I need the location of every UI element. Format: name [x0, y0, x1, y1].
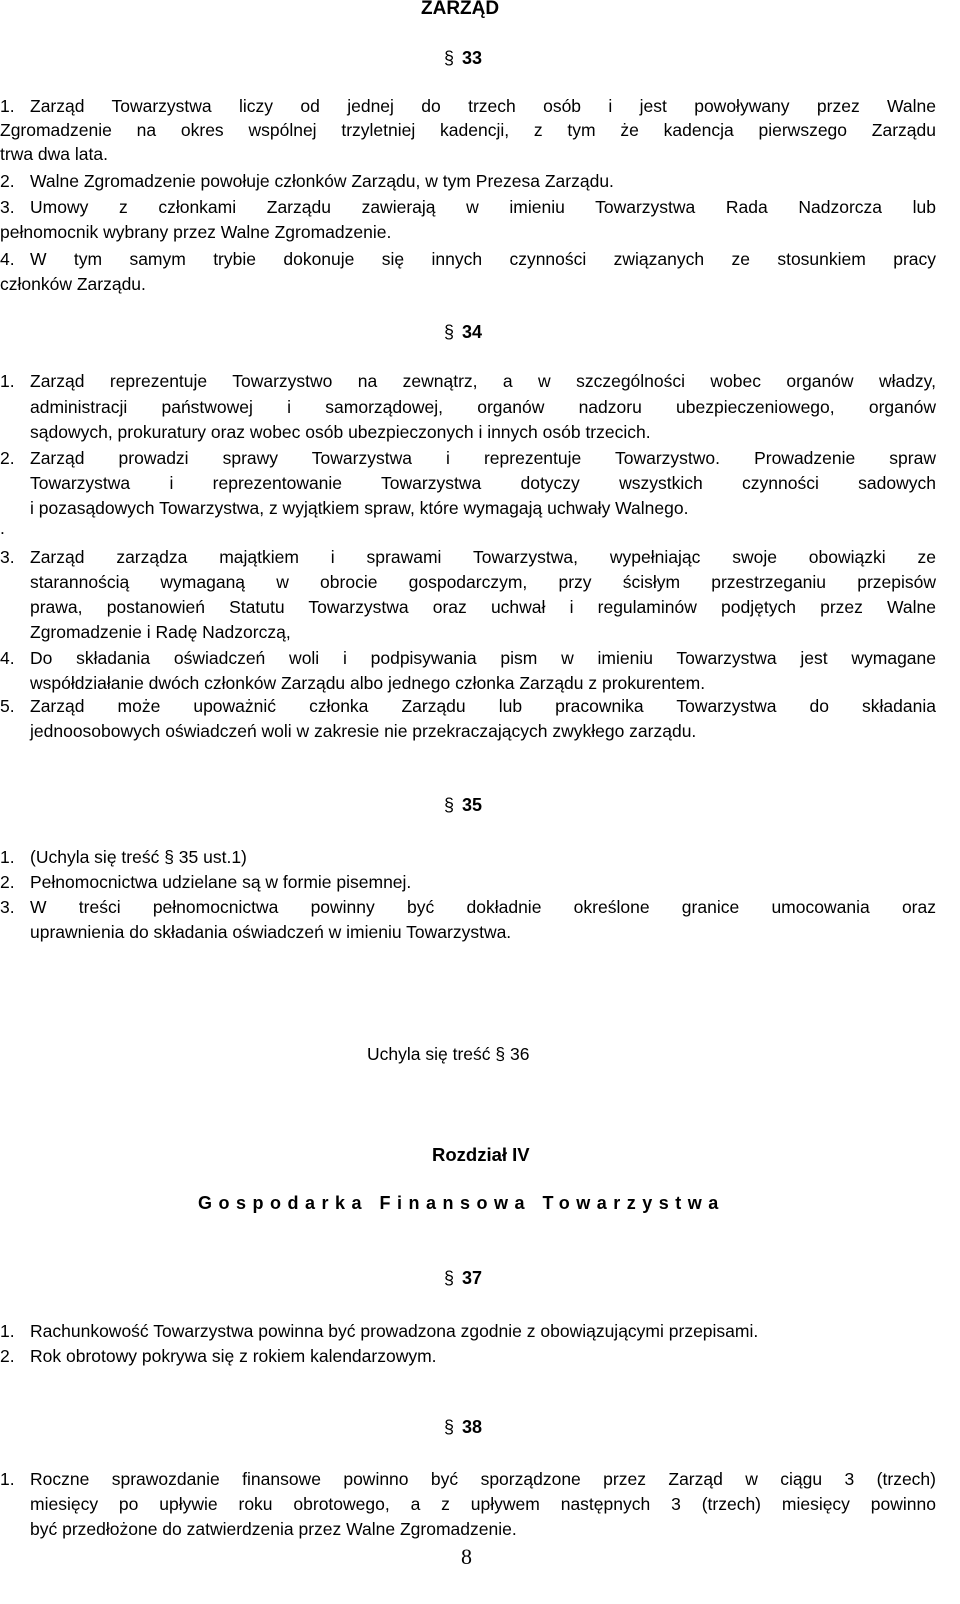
- item-number: 2.: [0, 872, 15, 892]
- text-line: prawa, postanowień Statutu Towarzystwa oraz uchwał i regulaminów podjętych przez Walne: [30, 597, 936, 617]
- text-line: członków Zarządu.: [0, 274, 146, 294]
- text-line: Roczne sprawozdanie finansowe powinno być sporządzone przez Zarząd w ciągu 3 (trzech): [30, 1469, 936, 1489]
- item-number: 5.: [0, 696, 15, 716]
- text-line: być przedłożone do zatwierdzenia przez Walne Zgromadzenie.: [30, 1519, 517, 1539]
- dot-mark: .: [0, 518, 5, 538]
- section-number: 37: [462, 1268, 483, 1288]
- item-number: 1.: [0, 1469, 15, 1489]
- section-36-repealed: Uchyla się treść § 36: [367, 1044, 530, 1064]
- text-line: Rok obrotowy pokrywa się z rokiem kalendarzowym.: [30, 1346, 437, 1366]
- item-number: 1.: [0, 847, 15, 867]
- section-number: 33: [462, 48, 483, 68]
- item-number: 2.: [0, 448, 15, 468]
- text-line: Towarzystwa i reprezentowanie Towarzystwa dotyczy wszystkich czynności sadowych: [30, 473, 936, 493]
- section-symbol: §: [444, 48, 455, 68]
- text-line: Zarząd zarządza majątkiem i sprawami Towarzystwa, wypełniając swoje obowiązki ze: [30, 547, 936, 567]
- text-line: współdziałanie dwóch członków Zarządu albo jednego członka Zarządu z prokurentem.: [30, 673, 706, 693]
- item-number: 4.: [0, 648, 15, 668]
- text-line: Zarząd może upoważnić członka Zarządu lub pracownika Towarzystwa do składania: [30, 696, 936, 716]
- section-symbol: §: [444, 795, 455, 815]
- text-line: W tym samym trybie dokonuje się innych czynności związanych ze stosunkiem pracy: [30, 249, 936, 269]
- text-line: administracji państwowej i samorządowej, organów nadzoru ubezpieczeniowego, organów: [30, 397, 936, 417]
- section-33-title: [444, 48, 482, 69]
- text-line: Walne Zgromadzenie powołuje członków Zarządu, w tym Prezesa Zarządu.: [30, 171, 614, 191]
- text-line: sądowych, prokuratury oraz wobec osób ubezpieczonych i innych osób trzecich.: [30, 422, 651, 442]
- chapter-subtitle: Gospodarka Finansowa Towarzystwa: [198, 1193, 725, 1213]
- item-number: 4.: [0, 249, 15, 269]
- section-symbol: §: [444, 322, 455, 342]
- section-35-title: [444, 795, 482, 816]
- text-line: miesięcy po upływie roku obrotowego, a z upływem następnych 3 (trzech) miesięcy powinno: [30, 1494, 936, 1514]
- text-line: Zarząd reprezentuje Towarzystwo na zewnątrz, a w szczególności wobec organów władzy,: [30, 371, 936, 391]
- text-line: Zarząd prowadzi sprawy Towarzystwa i reprezentuje Towarzystwo. Prowadzenie spraw: [30, 448, 936, 468]
- item-number: 1.: [0, 1321, 15, 1341]
- text-line: pełnomocnik wybrany przez Walne Zgromadzenie.: [0, 222, 392, 242]
- text-line: Rachunkowość Towarzystwa powinna być prowadzona zgodnie z obowiązującymi przepisami.: [30, 1321, 759, 1341]
- item-number: 2.: [0, 1346, 15, 1366]
- item-number: 3.: [0, 197, 15, 217]
- section-37-title: [444, 1268, 482, 1289]
- chapter-title: Rozdział IV: [432, 1144, 530, 1165]
- item-number: 3.: [0, 547, 15, 567]
- text-line: starannością wymaganą w obrocie gospodarczym, przy ścisłym przestrzeganiu przepisów: [30, 572, 936, 592]
- item-number: 2.: [0, 171, 15, 191]
- text-line: (Uchyla się treść § 35 ust.1): [30, 847, 247, 867]
- text-line: Zarząd Towarzystwa liczy od jednej do trzech osób i jest powoływany przez Walne: [30, 96, 936, 116]
- text-line: Pełnomocnictwa udzielane są w formie pisemnej.: [30, 872, 412, 892]
- section-38-title: [444, 1417, 482, 1438]
- item-number: 1.: [0, 371, 15, 391]
- section-34-title: [444, 322, 482, 343]
- text-line: uprawnienia do składania oświadczeń w imieniu Towarzystwa.: [30, 922, 512, 942]
- page-number: 8: [461, 1544, 472, 1569]
- chapter-heading: ZARZĄD: [421, 0, 500, 19]
- section-symbol: §: [444, 1268, 455, 1288]
- section-number: 35: [462, 795, 483, 815]
- item-number: 1.: [0, 96, 15, 116]
- text-line: jednoosobowych oświadczeń woli w zakresie nie przekraczających zwykłego zarządu.: [30, 721, 697, 741]
- text-line: Zgromadzenie i Radę Nadzorczą,: [30, 622, 291, 642]
- text-line: trwa dwa lata.: [0, 144, 108, 164]
- text-line: Umowy z członkami Zarządu zawierają w imieniu Towarzystwa Rada Nadzorcza lub: [30, 197, 936, 217]
- text-line: W treści pełnomocnictwa powinny być dokładnie określone granice umocowania oraz: [30, 897, 936, 917]
- text-line: Do składania oświadczeń woli i podpisywania pism w imieniu Towarzystwa jest wymagane: [30, 648, 936, 668]
- section-symbol: §: [444, 1417, 455, 1437]
- section-number: 38: [462, 1417, 483, 1437]
- text-line: i pozasądowych Towarzystwa, z wyjątkiem spraw, które wymagają uchwały Walnego.: [30, 498, 689, 518]
- text-line: Zgromadzenie na okres wspólnej trzyletniej kadencji, z tym że kadencja pierwszego Zarządu: [0, 120, 936, 140]
- section-number: 34: [462, 322, 483, 342]
- item-number: 3.: [0, 897, 15, 917]
